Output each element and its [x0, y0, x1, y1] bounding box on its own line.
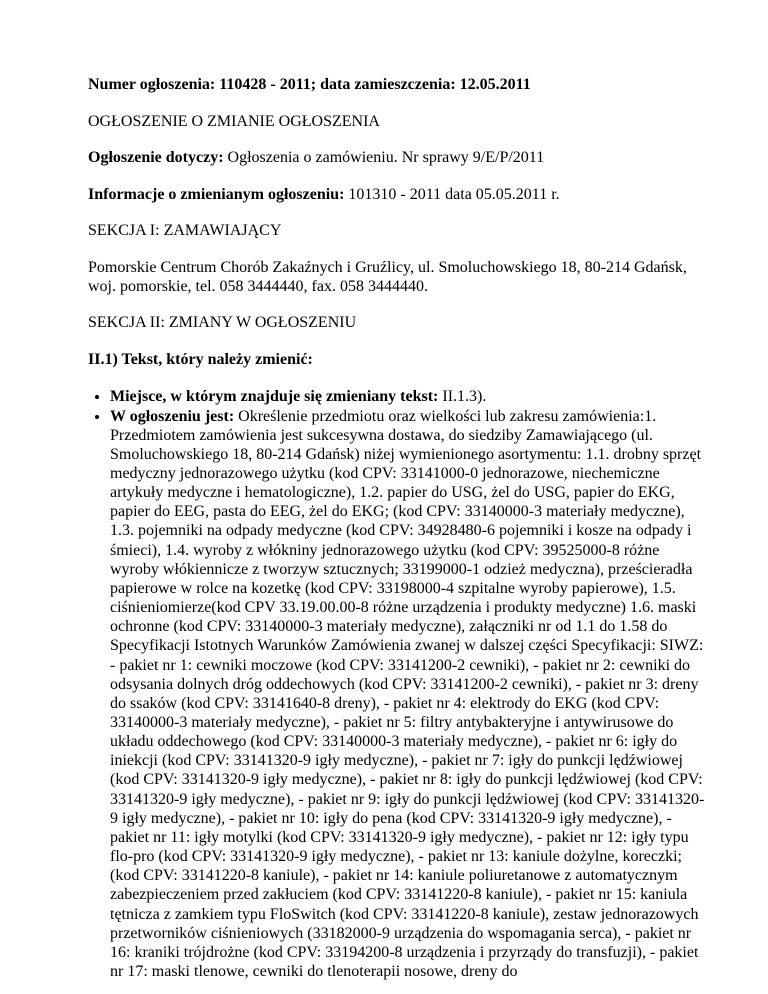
section-2-subheading-text: II.1) Tekst, który należy zmienić:	[88, 350, 313, 368]
changed-announcement-info	[88, 186, 708, 205]
announcement-number	[88, 76, 708, 95]
concerns-line	[88, 149, 708, 168]
list-item-text: Określenie przedmiotu oraz wielkości lub zakresu zamówienia:1. Przedmiotem zamówienia jest sukcesywna dostawa, do siedziby Zamawiającego (ul. Smoluchowskiego 18, 80-214 Gdańsk) niżej wymienionego asortymentu: 1.1. drobny sprzęt medyczny jednorazowego użytku (kod CPV: 33141000-0 jednorazowe, niechemiczne artykuły medyczne i hematologiczne), 1.2. papier do USG, żel do USG, papier do EKG, papier do EEG, pasta do EEG, żel do EKG; (kod CPV: 33140000-3 materiały medyczne), 1.3. pojemniki na odpady medyczne (kod CPV: 34928480-6 pojemniki i kosze na odpady i śmieci), 1.4. wyroby z włókniny jednorazowego użytku (kod CPV: 39525000-8 różne wyroby włókiennicze z tworzyw sztucznych; 33199000-1 odzież medyczna), prześcieradła papierowe w rolce na kozetkę (kod CPV: 33198000-4 szpitalne wyroby papierowe), 1.5. ciśnieniomierze(kod CPV 33.19.00.00-8 różne urządzenia i produkty medyczne) 1.6. maski ochronne (kod CPV: 33140000-3 materiały medyczne), załączniki nr od 1.1 do 1.58 do Specyfikacji Istotnych Warunków Zamówienia zwanej w dalszej części Specyfikacji: SIWZ: - pakiet nr 1: cewniki moczowe (kod CPV: 33141200-2 cewniki), - pakiet nr 2: cewniki do odsysania dolnych dróg oddechowych (kod CPV: 33141200-2 cewniki), - pakiet nr 3: dreny do ssaków (kod CPV: 33141640-8 dreny), - pakiet nr 4: elektrody do EKG (kod CPV: 33140000-3 materiały medyczne), - pakiet nr 5: filtry antybakteryjne i antywirusowe do układu oddechowego (kod CPV: 33140000-3 materiały medyczne), - pakiet nr 6: igły do iniekcji (kod CPV: 33141320-9 igły medyczne), - pakiet nr 7: igły do punkcji lędźwiowej (kod CPV: 33141320-9 igły medyczne), - pakiet nr 8: igły do punkcji lędźwiowej (kod CPV: 33141320-9 igły medyczne), - pakiet nr 9: igły do punkcji lędźwiowej (kod CPV: 33141320-9 igły medyczne), - pakiet nr 10: igły do pena (kod CPV: 33141320-9 igły medyczne), - pakiet nr 11: igły motylki (kod CPV: 33141320-9 igły medyczne), - pakiet nr 12: igły typu flo-pro (kod CPV: 33141320-9 igły medyczne), - pakiet nr 13: kaniule dożylne, koreczki; (kod CPV: 33141220-8 kaniule), - pakiet nr 14: kaniule poliuretanowe z automatycznym zabezpieczeniem przed zakłuciem (kod CPV: 33141220-8 kaniule), - pakiet nr 15: kaniula tętnicza z zamkiem typu FloSwitch (kod CPV: 33141220-8 kaniule), zestaw jednorazowych przetworników ciśnieniowych (33182000-9 urządzenia do wspomagania serca), - pakiet nr 16: kraniki trójdrożne (kod CPV: 33194200-8 urządzenia i przyrządy do transfuzji), - pakiet nr 17: maski tlenowe, cewniki do tlenoterapii nosowe, dreny do	[110, 407, 705, 981]
list-item	[110, 387, 708, 406]
list-item-label: W ogłoszeniu jest:	[110, 407, 235, 425]
list-item-text: II.1.3).	[438, 388, 487, 406]
section-1-heading: SEKCJA I: ZAMAWIAJĄCY	[88, 222, 282, 240]
concerns-value: Ogłoszenia o zamówieniu. Nr sprawy 9/E/P/2011	[223, 149, 545, 167]
list-item	[110, 407, 708, 982]
announcement-number-text: Numer ogłoszenia: 110428 - 2011; data zamieszczenia: 12.05.2011	[88, 76, 531, 93]
section-2-heading: SEKCJA II: ZMIANY W OGŁOSZENIU	[88, 314, 357, 332]
changed-info-label: Informacje o zmienianym ogłoszeniu:	[88, 185, 345, 203]
changed-info-value: 101310 - 2011 data 05.05.2011 r.	[344, 185, 560, 203]
changes-list	[88, 387, 708, 981]
document-title: OGŁOSZENIE O ZMIANIE OGŁOSZENIA	[88, 112, 380, 130]
concerns-label: Ogłoszenie dotyczy:	[88, 149, 224, 167]
section-1-body: Pomorskie Centrum Chorób Zakaźnych i Gruźlicy, ul. Smoluchowskiego 18, 80-214 Gdańsk, woj. pomorskie, tel. 058 3444440, fax. 058 3444440.	[88, 258, 687, 295]
section-2-subheading	[88, 351, 708, 370]
list-item-label: Miejsce, w którym znajduje się zmieniany tekst:	[110, 388, 439, 406]
